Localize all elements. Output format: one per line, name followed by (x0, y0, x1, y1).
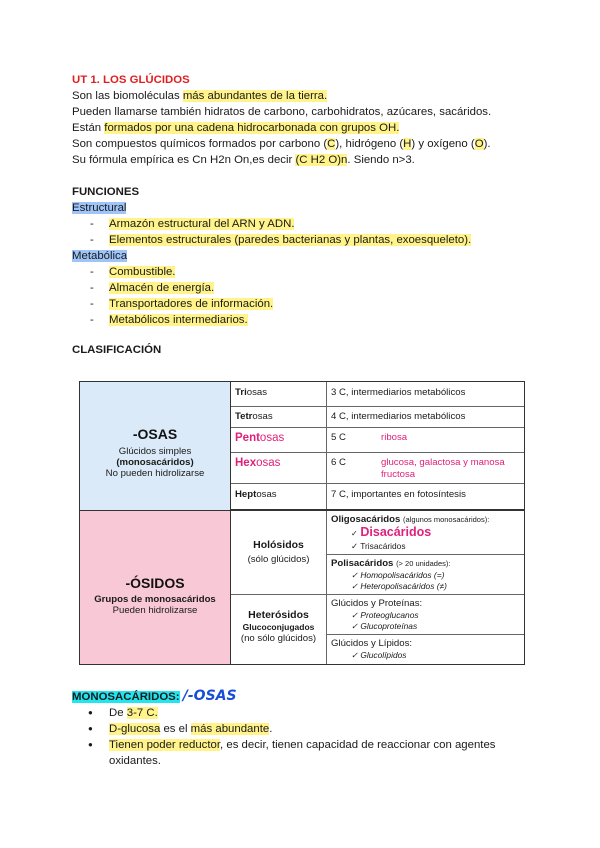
osidos-cell (80, 511, 231, 664)
text: . Siendo n>3. (347, 154, 415, 166)
note: (algunos monosacáridos): (402, 515, 490, 524)
check-icon: ✓ (351, 621, 359, 631)
list-item (72, 264, 532, 280)
highlight: Estructural (72, 202, 127, 214)
heterosidos-title: Heterósidos (248, 609, 309, 621)
extra: ribosa (381, 432, 408, 443)
osas-title: -OSAS (132, 426, 178, 442)
document-body (72, 72, 532, 358)
list-item (72, 312, 532, 328)
prefix: Hex (235, 457, 257, 469)
osas-cell (80, 382, 231, 511)
highlight: Almacén de energía. (109, 282, 215, 294)
text: es el (160, 723, 191, 735)
highlight: O (474, 138, 484, 150)
page-title: UT 1. LOS GLÚCIDOS (72, 74, 190, 86)
label: Disacáridos (360, 525, 432, 539)
heterosidos-cell (231, 595, 326, 664)
desc: 5 C (331, 432, 346, 443)
list-item (72, 216, 532, 232)
osas-line: (monosacáridos) (116, 457, 194, 468)
row-name (231, 453, 326, 484)
suffix: osas (252, 411, 273, 422)
metabolica-list (72, 264, 532, 328)
mono-section (72, 688, 532, 769)
intro-line-3 (72, 120, 532, 136)
poli-item (331, 581, 520, 593)
osidos-line: Grupos de monosacáridos (94, 594, 216, 605)
prefix: Tri (235, 387, 247, 398)
text: ), hidrógeno ( (335, 138, 404, 150)
label: Trisacáridos (360, 541, 406, 551)
list-item (72, 737, 532, 769)
row-desc: 7 C, importantes en fotosíntesis (331, 489, 466, 500)
mono-heading (72, 688, 532, 705)
check-icon: ✓ (351, 649, 359, 660)
highlight: (C H2 O)n (295, 154, 348, 166)
label: Polisacáridos (331, 558, 394, 569)
row-name (231, 407, 326, 428)
text: Son compuestos químicos formados por carbono ( (72, 138, 328, 150)
highlight: formados por una cadena hidrocarbonada con grupos OH. (104, 122, 400, 134)
prefix: Pent (235, 432, 260, 444)
oligo-item (331, 526, 520, 540)
list-item (72, 705, 532, 721)
check-icon: ✓ (351, 541, 359, 551)
gp-item (331, 610, 520, 622)
highlight: H (403, 138, 412, 150)
handwritten-note: /-OSAS (182, 688, 237, 704)
suffix: osas (256, 489, 277, 500)
row-name (231, 428, 326, 453)
holosidos-cell (231, 511, 326, 595)
intro-line-2: Pueden llamarse también hidratos de carbono, carbohidratos, azúcares, sacáridos. (72, 106, 492, 118)
highlight: Metabólica (72, 250, 128, 262)
gl-title: Glúcidos y Lípidos: (331, 638, 413, 649)
gp-title: Glúcidos y Proteínas: (331, 598, 423, 609)
gp-item (331, 621, 520, 633)
text: ) y oxígeno ( (411, 138, 475, 150)
row-name (231, 382, 326, 407)
row-desc (327, 453, 524, 484)
mono-list (72, 705, 532, 769)
extra: glucosa, galactosa y manosa fructosa (381, 457, 505, 480)
highlight: Elementos estructurales (paredes bacterianas y plantas, exoesqueleto). (109, 234, 472, 246)
heterosidos-sub: Glucoconjugados (242, 622, 315, 632)
classification-table (79, 381, 525, 665)
highlight: Tienen poder reductor (109, 739, 221, 751)
highlight: Armazón estructural del ARN y ADN. (109, 218, 295, 230)
oligo-cell (327, 511, 524, 555)
label: Homopolisacáridos (=) (360, 569, 445, 580)
highlight: MONOSACÁRIDOS: (72, 691, 180, 703)
text: De (109, 707, 127, 719)
clasificacion-heading: CLASIFICACIÓN (72, 344, 162, 356)
check-icon: ✓ (351, 581, 359, 591)
highlight: C (327, 138, 336, 150)
suffix: osas (246, 387, 267, 398)
estructural-list (72, 216, 532, 248)
note: (> 20 unidades): (396, 559, 451, 568)
heterosidos-sub: (no sólo glúcidos) (240, 633, 317, 644)
check-icon: ✓ (351, 569, 359, 580)
label: Glucolípidos (360, 649, 407, 660)
list-item (72, 232, 532, 248)
highlight: 3-7 C. (126, 707, 158, 719)
intro-line-1 (72, 88, 532, 104)
suffix: osas (259, 432, 285, 444)
metabolica-label (72, 248, 532, 264)
estructural-label (72, 200, 532, 216)
text: ). (483, 138, 491, 150)
label: Proteoglucanos (360, 609, 419, 620)
list-item (72, 280, 532, 296)
suffix: osas (256, 457, 281, 469)
label: Glucoproteínas (360, 621, 418, 631)
highlight: Transportadores de información. (109, 298, 274, 310)
row-desc (327, 428, 524, 453)
funciones-heading: FUNCIONES (72, 186, 140, 198)
intro-line-4 (72, 136, 532, 152)
row-desc: 3 C, intermediarios metabólicos (327, 382, 524, 407)
row-desc: 4 C, intermediarios metabólicos (327, 407, 524, 428)
row-name (231, 484, 326, 510)
prefix: Hept (235, 489, 257, 500)
gp-cell (327, 595, 524, 635)
highlight: más abundante (190, 723, 270, 735)
gl-cell (327, 635, 524, 664)
check-icon: ✓ (351, 609, 359, 620)
desc: 6 C (331, 457, 346, 468)
check-icon: ✓ (351, 529, 358, 538)
osas-line: Glúcidos simples (118, 446, 192, 457)
holosidos-sub: (sólo glúcidos) (247, 554, 310, 565)
label: Oligosacáridos (331, 514, 401, 525)
poli-cell (327, 555, 524, 595)
highlight: Combustible. (109, 266, 176, 278)
highlight: D-glucosa (109, 723, 161, 735)
text: Están (72, 122, 105, 134)
holosidos-title: Holósidos (253, 539, 304, 551)
text: . (269, 723, 273, 735)
highlight: Metabólicos intermediarios. (109, 314, 248, 326)
gl-item (331, 650, 520, 662)
intro-line-5 (72, 152, 532, 168)
osidos-line: Pueden hidrolizarse (112, 605, 198, 616)
prefix: Tetr (235, 411, 253, 422)
poli-title (331, 558, 520, 570)
poli-item (331, 570, 520, 582)
oligo-item (331, 540, 520, 552)
list-item (72, 721, 532, 737)
osas-line: No pueden hidrolizarse (105, 468, 205, 479)
text: Su fórmula empírica es Cn H2n On,es decir (72, 154, 296, 166)
highlight: más abundantes de la tierra. (182, 90, 328, 102)
list-item (72, 296, 532, 312)
label: Heteropolisacáridos (≠) (360, 581, 447, 591)
osidos-title: -ÓSIDOS (125, 575, 185, 591)
text: Son las biomoléculas (72, 90, 183, 102)
text: , es decir, tienen capacidad de reaccionar con agentes oxidantes. (109, 739, 496, 767)
